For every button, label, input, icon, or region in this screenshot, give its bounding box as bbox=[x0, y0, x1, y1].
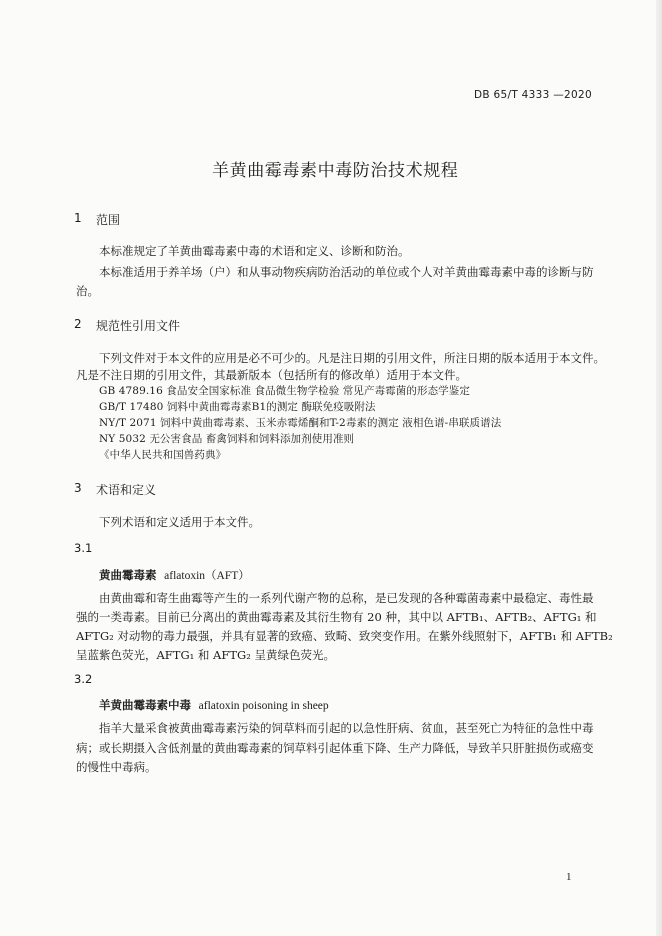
reference-item: 《中华人民共和国兽药典》 bbox=[99, 449, 227, 461]
section-2-number: 2 bbox=[74, 317, 82, 331]
section-2-intro-line-2: 凡是不注日期的引用文件，其最新版本（包括所有的修改单）适用于本文件。 bbox=[76, 368, 467, 382]
section-1-paragraph-2-line-2: 治。 bbox=[76, 284, 99, 298]
term-3-2-definition-line-1: 指羊大量采食被黄曲霉毒素污染的饲草料而引起的以急性肝病、贫血，甚至死亡为特征的急性中毒 bbox=[99, 721, 594, 735]
term-3-1-number: 3.1 bbox=[74, 541, 93, 555]
term-3-1-definition-line-2: 强的一类毒素。目前已分离出的黄曲霉毒素及其衍生物有 20 种，其中以 AFTB₁、AFTB₂、AFTG₁ 和 bbox=[76, 610, 597, 624]
section-1-number: 1 bbox=[74, 211, 82, 225]
reference-item: NY 5032 无公害食品 畜禽饲料和饲料添加剂使用准则 bbox=[99, 433, 355, 445]
page-title: 羊黄曲霉毒素中毒防治技术规程 bbox=[212, 161, 459, 181]
term-3-1-definition-line-3: AFTG₂ 对动物的毒力最强，并具有显著的致癌、致畸、致突变作用。在紫外线照射下，AFTB₁ 和 AFTB₂ bbox=[76, 629, 613, 643]
scan-edge bbox=[656, 0, 662, 936]
reference-item: GB/T 17480 饲料中黄曲霉毒素B1的测定 酶联免疫吸附法 bbox=[99, 401, 376, 413]
section-2-intro-line-1: 下列文件对于本文件的应用是必不可少的。凡是注日期的引用文件，所注日期的版本适用于本文件。 bbox=[99, 351, 605, 365]
section-3-heading: 术语和定义 bbox=[96, 483, 157, 497]
term-3-2-title bbox=[99, 697, 329, 713]
section-1-heading: 范围 bbox=[96, 213, 121, 227]
page-number: 1 bbox=[566, 871, 572, 883]
section-1-paragraph-1: 本标准规定了羊黄曲霉毒素中毒的术语和定义、诊断和防治。 bbox=[99, 244, 410, 258]
term-3-2-definition-line-3: 的慢性中毒病。 bbox=[76, 760, 157, 774]
term-3-1-definition-line-4: 呈蓝紫色荧光，AFTG₁ 和 AFTG₂ 呈黄绿色荧光。 bbox=[76, 648, 335, 662]
term-3-2-english: aflatoxin poisoning in sheep bbox=[198, 700, 329, 712]
section-3-intro: 下列术语和定义适用于本文件。 bbox=[99, 515, 260, 529]
section-3-number: 3 bbox=[74, 481, 82, 495]
term-3-2-chinese: 羊黄曲霉毒素中毒 bbox=[99, 698, 191, 712]
term-3-2-number: 3.2 bbox=[74, 672, 93, 686]
term-3-1-english: aflatoxin（AFT） bbox=[164, 570, 250, 582]
document-code: DB 65/T 4333 —2020 bbox=[474, 89, 592, 101]
reference-item: GB 4789.16 食品安全国家标准 食品微生物学检验 常见产毒霉菌的形态学鉴定 bbox=[99, 385, 470, 397]
reference-item: NY/T 2071 饲料中黄曲霉毒素、玉米赤霉烯酮和T-2毒素的测定 液相色谱-串联质谱法 bbox=[99, 417, 502, 429]
term-3-1-title bbox=[99, 567, 250, 583]
term-3-1-definition-line-1: 由黄曲霉和寄生曲霉等产生的一系列代谢产物的总称，是已发现的各种霉菌毒素中最稳定、毒性最 bbox=[99, 591, 594, 605]
term-3-2-definition-line-2: 病；或长期摄入含低剂量的黄曲霉毒素的饲草料引起体重下降、生产力降低，导致羊只肝脏损伤或癌变 bbox=[76, 741, 594, 755]
term-3-1-chinese: 黄曲霉毒素 bbox=[99, 568, 157, 582]
section-1-paragraph-2-line-1: 本标准适用于养羊场（户）和从事动物疾病防治活动的单位或个人对羊黄曲霉毒素中毒的诊断与防 bbox=[99, 265, 594, 279]
section-2-heading: 规范性引用文件 bbox=[96, 319, 181, 333]
